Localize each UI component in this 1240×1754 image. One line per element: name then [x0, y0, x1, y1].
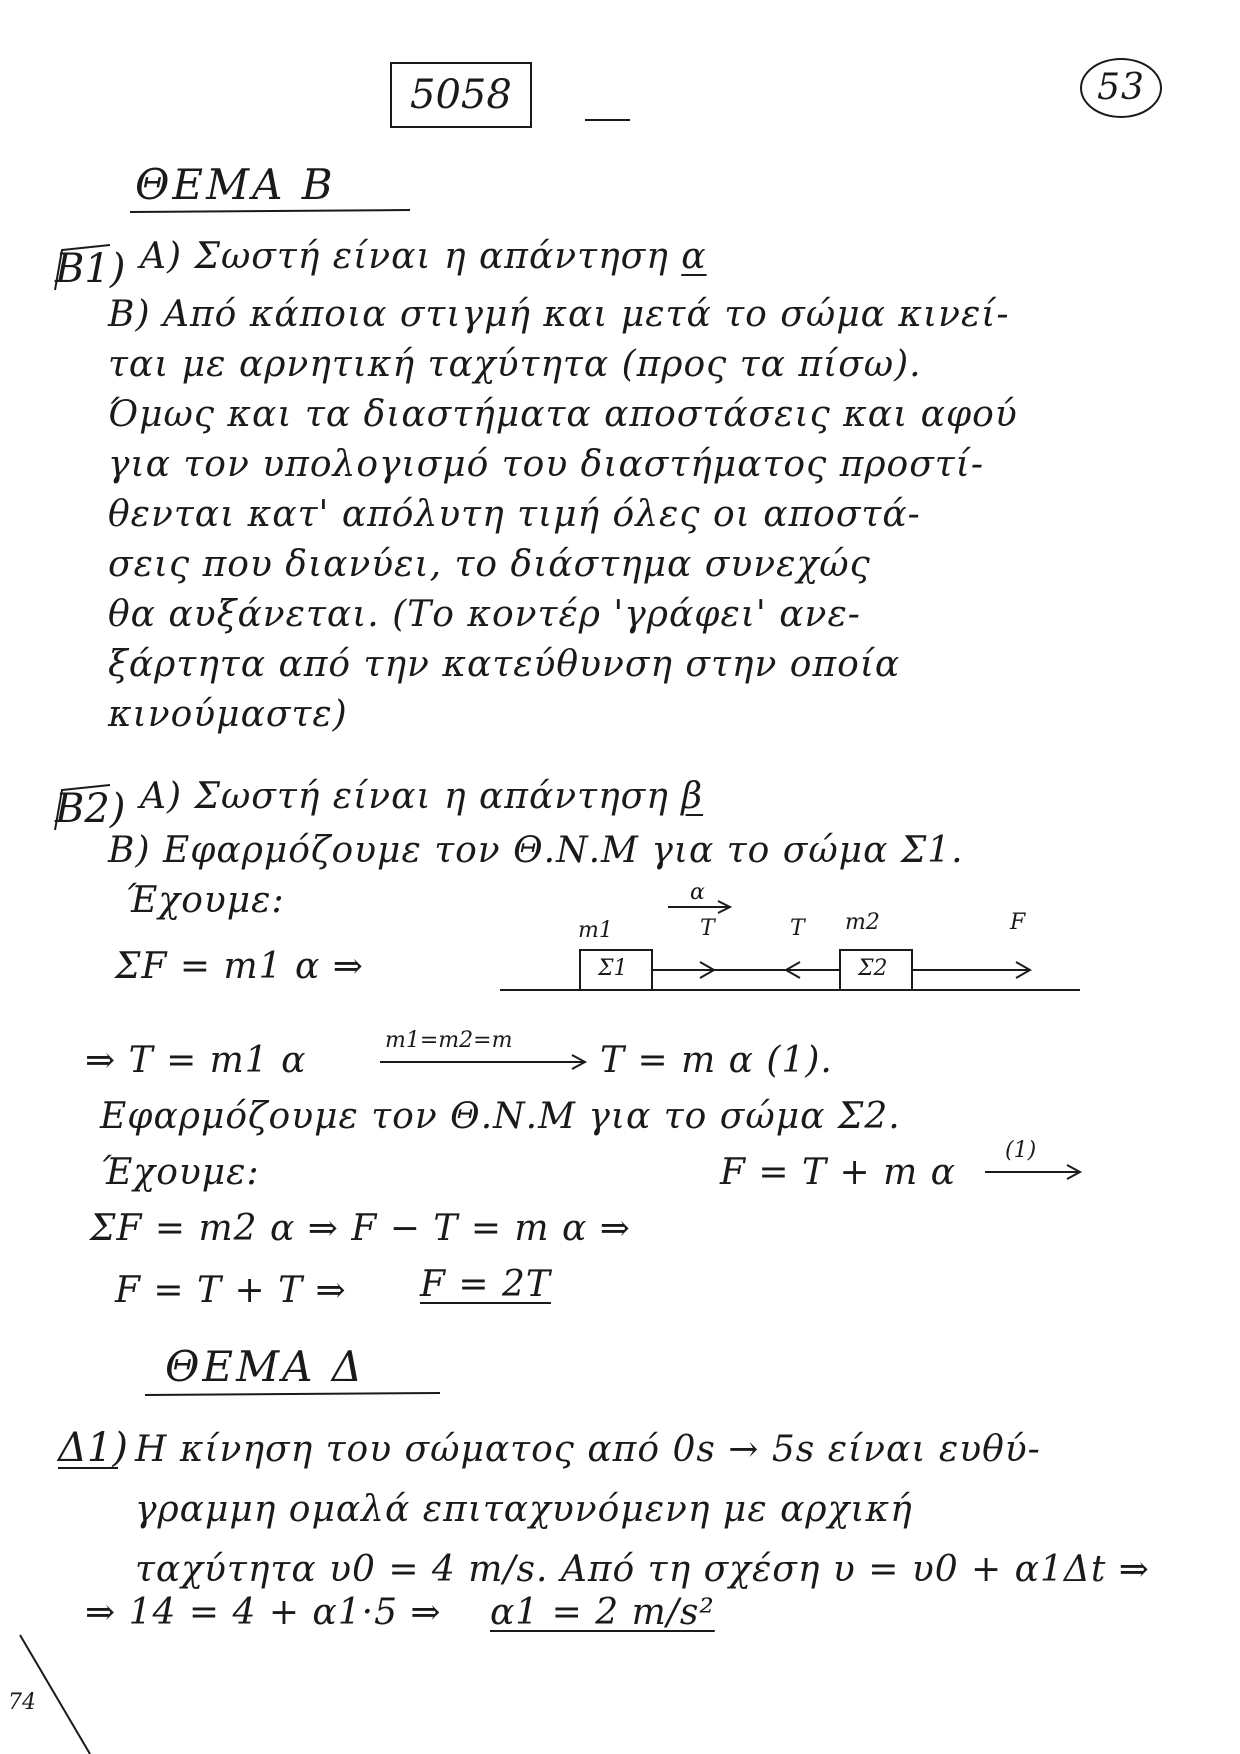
- b2-part-a-text: Α) Σωστή είναι η απάντηση: [140, 776, 669, 817]
- d1-line: ταχύτητα υ0 = 4 m/s. Από τη σχέση υ = υ0 + α1Δt ⇒: [135, 1549, 1150, 1590]
- circled-page-number: 53: [1080, 58, 1162, 118]
- b2-eq4: ΣF = m2 α ⇒ F − T = m α ⇒: [90, 1208, 631, 1249]
- b2-eq3-arrow-label: (1): [1005, 1138, 1037, 1163]
- corner-number: 74: [8, 1690, 36, 1715]
- b1-line: θα αυξάνεται. (Το κοντέρ 'γράφει' ανε-: [108, 594, 861, 635]
- b1-line: ξάρτητα από την κατεύθυνση στην οποία: [108, 644, 901, 685]
- d1-eq: ⇒ 14 = 4 + α1·5 ⇒: [85, 1592, 442, 1633]
- b1-line: Όμως και τα διαστήματα αποστάσεις και αφού: [108, 394, 1018, 435]
- diagram-f: F: [1010, 910, 1026, 935]
- diagram-m2: m2: [845, 910, 880, 935]
- b2-eq2-arrow-label: m1=m2=m: [385, 1028, 513, 1053]
- b1-label: Β1): [55, 246, 126, 292]
- b1-part-a-text: Α) Σωστή είναι η απάντηση: [140, 236, 669, 277]
- diagram-sigma2: Σ2: [858, 956, 888, 981]
- b1-line: θενται κατ' απόλυτη τιμή όλες οι αποστά-: [108, 494, 921, 535]
- b2-eq2-right: T = m α (1).: [600, 1040, 833, 1081]
- b2-part-a-answer: β: [681, 776, 704, 817]
- diagram-a: α: [690, 880, 705, 905]
- b2-echoume2: Έχουμε:: [100, 1152, 260, 1193]
- b2-eq1: ΣF = m1 α ⇒: [115, 946, 364, 987]
- diagram-t-left: T: [700, 916, 715, 941]
- b1-line: για τον υπολογισμό του διαστήματος προστί-: [108, 444, 984, 485]
- b2-label: Β2): [55, 786, 126, 832]
- b2-echoume: Έχουμε:: [125, 880, 285, 921]
- theme-b-title: ΘΕΜΑ Β: [135, 160, 336, 209]
- b1-part-a-answer: α: [681, 236, 707, 277]
- diagram-t-right: T: [790, 916, 805, 941]
- d1-result: α1 = 2 m/s²: [490, 1592, 715, 1633]
- b1-line: σεις που διανύει, το διάστημα συνεχώς: [108, 544, 871, 585]
- b1-line: ται με αρνητική ταχύτητα (προς τα πίσω).: [108, 344, 922, 385]
- d1-body: [135, 1420, 1150, 1600]
- diagram-m1: m1: [578, 918, 613, 943]
- theme-d-title: ΘΕΜΑ Δ: [165, 1342, 366, 1391]
- box-number: 5058: [390, 62, 532, 128]
- b1-line: Β) Από κάποια στιγμή και μετά το σώμα κινεί-: [108, 294, 1010, 335]
- b2-eq5-result: F = 2T: [420, 1264, 551, 1305]
- b2-apply2: Εφαρμόζουμε τον Θ.Ν.Μ για το σώμα Σ2.: [100, 1096, 901, 1137]
- b2-eq2-left: ⇒ T = m1 α: [85, 1040, 307, 1081]
- b1-line: κινούμαστε): [108, 694, 348, 735]
- b2-part-b-intro: Β) Εφαρμόζουμε τον Θ.Ν.Μ για το σώμα Σ1.: [108, 830, 964, 871]
- d1-line: γραμμη ομαλά επιταχυνόμενη με αρχική: [135, 1489, 913, 1530]
- b2-eq5-left: F = T + T ⇒: [115, 1270, 347, 1311]
- d1-line: Η κίνηση του σώματος από 0s → 5s είναι ευθύ-: [135, 1429, 1041, 1470]
- b2-eq3: F = T + m α: [720, 1152, 956, 1193]
- d1-label: Δ1): [58, 1425, 128, 1471]
- diagram-sigma1: Σ1: [598, 956, 628, 981]
